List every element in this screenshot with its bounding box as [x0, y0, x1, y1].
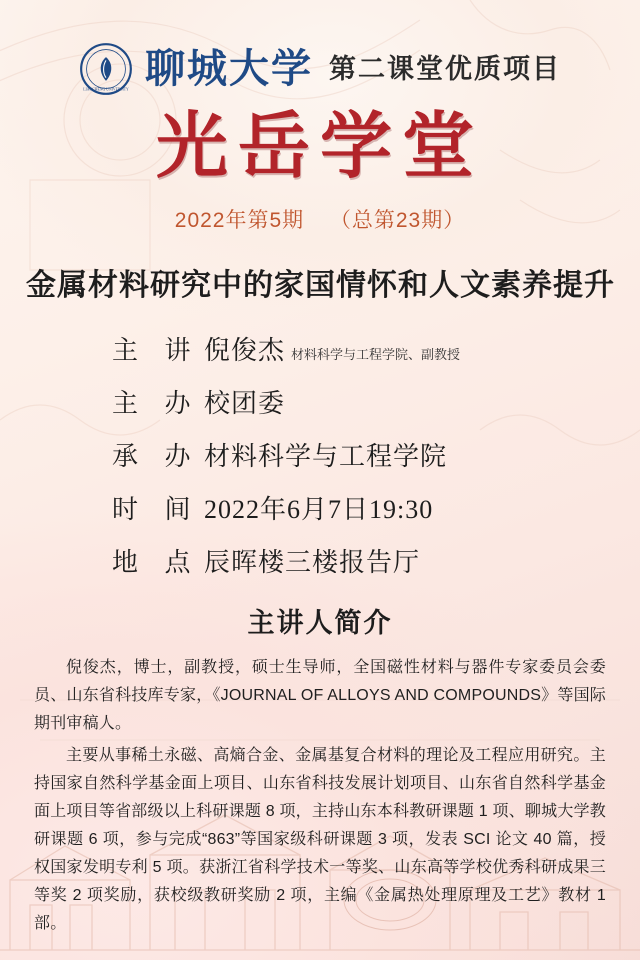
info-value-speaker: 倪俊杰: [204, 335, 286, 365]
info-value-host: 材料科学与工程学院: [204, 441, 448, 471]
issue-line: [26, 204, 614, 234]
info-row-organizer: [112, 383, 614, 420]
info-value-time: 2022年6月7日19:30: [204, 494, 434, 524]
info-label-host: 承 办: [112, 441, 201, 471]
speaker-affiliation: 材料科学与工程学院、副教授: [291, 346, 461, 362]
poster-header: [26, 0, 614, 96]
info-label-location: 地 点: [112, 547, 201, 577]
bio-heading: 主讲人简介: [247, 607, 393, 638]
lecture-title: 金属材料研究中的家国情怀和人文素养提升: [26, 268, 615, 302]
info-label-speaker: 主 讲: [112, 335, 201, 365]
poster-main-title: 光岳学堂: [155, 107, 484, 187]
info-value-location: 辰晖楼三楼报告厅: [204, 547, 421, 577]
info-row-location: [112, 542, 614, 579]
info-row-speaker: [112, 330, 614, 367]
info-row-time: [112, 489, 614, 526]
issue-total: （总第23期）: [329, 208, 466, 232]
issue-year: 2022年第5期: [174, 208, 305, 232]
bio-paragraph: 倪俊杰，博士，副教授，硕士生导师，全国磁性材料与器件专家委员会委员、山东省科技库专家，《JOURNAL OF ALLOYS AND COMPOUNDS》等国际期刊审稿人。: [34, 658, 606, 732]
lecture-info-block: [26, 330, 614, 579]
info-value-organizer: 校团委: [204, 388, 286, 418]
info-label-time: 时 间: [112, 494, 201, 524]
info-label-organizer: 主 办: [112, 388, 201, 418]
bio-paragraph: 主要从事稀土永磁、高熵合金、金属基复合材料的理论及工程应用研究。主持国家自然科学基金面上项目、山东省科技发展计划项目、山东省自然科学基金面上项目等省部级以上科研课题 8 项，主持山东本科教研课题 1 项、聊城大学教研课题 6 项，参与完成“863”等国家级科研课题 3 项，发表 SCI 论文 40 篇，授权国家发明专利 5 项。获浙江省科学技术一等奖、山东高等学校优秀科研成果三等奖 2 项奖励，获校级教研奖励 2 项，主编《金属热处理原理及工艺》教材 1 部。: [34, 746, 606, 932]
info-row-host: [112, 436, 614, 473]
bio-body: [26, 654, 614, 938]
program-label: 第二课堂优质项目: [329, 53, 561, 84]
university-name: 聊城大学: [145, 46, 313, 91]
university-emblem-icon: [79, 42, 133, 96]
svg-text:LIAOCHENG UNIVERSITY: LIAOCHENG UNIVERSITY: [83, 87, 129, 92]
